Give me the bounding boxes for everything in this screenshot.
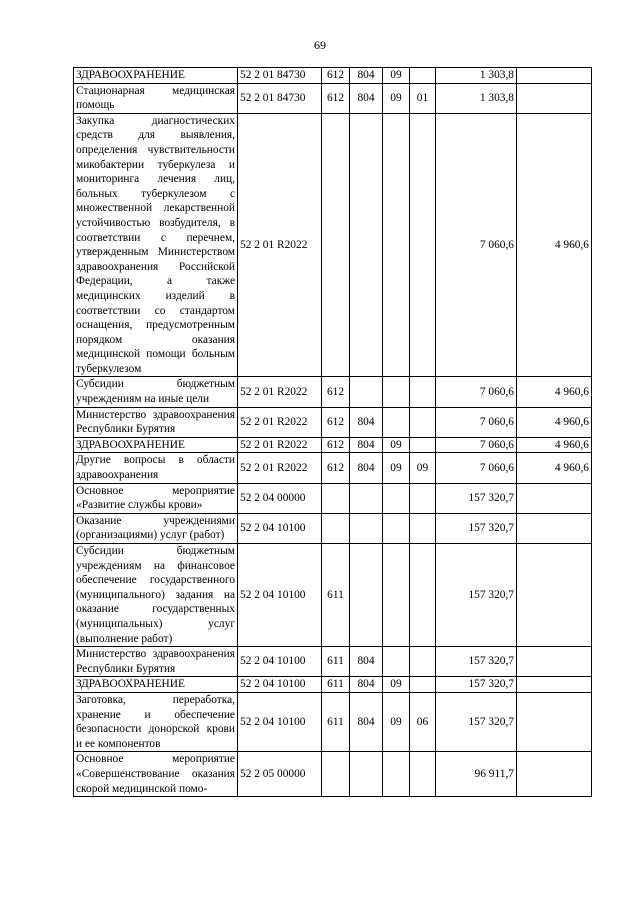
name-cell: Другие вопросы в области здравоохранения [74,453,238,483]
section-cell [383,407,410,437]
amount-cell: 157 320,7 [436,483,517,513]
ministry-code-cell [350,113,383,377]
amount-cell: 157 320,7 [436,647,517,677]
ministry-code-cell: 804 [350,692,383,751]
subsection-cell [410,437,436,453]
section-cell [383,544,410,647]
subsection-cell [410,377,436,407]
amount-cell: 1 303,8 [436,68,517,84]
table-row [74,377,592,407]
name-cell: Министерство здравоохранения Республики Бурятия [74,407,238,437]
amount-cell: 7 060,6 [436,453,517,483]
amount-cell: 7 060,6 [436,113,517,377]
amount-cell: 157 320,7 [436,692,517,751]
section-cell [383,113,410,377]
target-article-cell: 52 2 01 84730 [238,68,322,84]
subsection-cell [410,513,436,543]
name-cell: Заготовка, переработка, хранение и обеспечение безопасности донорской крови и ее компонентов [74,692,238,751]
budget-table [73,67,592,797]
section-cell: 09 [383,437,410,453]
section-cell: 09 [383,68,410,84]
subsection-cell [410,68,436,84]
subsection-cell [410,544,436,647]
federal-amount-cell [517,692,592,751]
federal-amount-cell: 4 960,6 [517,377,592,407]
table-row [74,677,592,693]
ministry-code-cell [350,513,383,543]
section-cell: 09 [383,692,410,751]
amount-cell: 7 060,6 [436,437,517,453]
federal-amount-cell [517,677,592,693]
target-article-cell: 52 2 04 10100 [238,692,322,751]
subsection-cell [410,483,436,513]
name-cell: Закупка диагностических средств для выявления, определения чувствительности микобактерии туберкулеза и мониторинга лечения лиц, больных туберкулезом с множественной лекарственной устойчивостью возбудителя, в соответствии с перечнем, утвержденным Министерством здравоохранения Российской Федерации, а также медицинских изделий в соответствии со стандартом оснащения, предусмотренным порядком оказания медицинской помощи больным туберкулезом [74,113,238,377]
expense-type-cell: 612 [322,407,350,437]
expense-type-cell: 612 [322,377,350,407]
table-row [74,692,592,751]
expense-type-cell: 612 [322,83,350,113]
ministry-code-cell [350,377,383,407]
ministry-code-cell: 804 [350,677,383,693]
federal-amount-cell [517,752,592,797]
target-article-cell: 52 2 01 R2022 [238,437,322,453]
subsection-cell [410,752,436,797]
table-row [74,453,592,483]
expense-type-cell: 612 [322,453,350,483]
federal-amount-cell [517,483,592,513]
amount-cell: 157 320,7 [436,677,517,693]
amount-cell: 157 320,7 [436,513,517,543]
ministry-code-cell [350,544,383,647]
federal-amount-cell [517,513,592,543]
federal-amount-cell: 4 960,6 [517,437,592,453]
section-cell: 09 [383,677,410,693]
expense-type-cell: 611 [322,692,350,751]
subsection-cell: 01 [410,83,436,113]
section-cell: 09 [383,83,410,113]
name-cell: Основное мероприятие «Развитие службы крови» [74,483,238,513]
ministry-code-cell: 804 [350,647,383,677]
ministry-code-cell: 804 [350,453,383,483]
expense-type-cell [322,513,350,543]
target-article-cell: 52 2 04 10100 [238,647,322,677]
expense-type-cell: 611 [322,677,350,693]
name-cell: Основное мероприятие «Совершенствование оказания скорой медицинской помо- [74,752,238,797]
name-cell: Субсидии бюджетным учреждениям на финансовое обеспечение государственного (муниципального) задания на оказание государственных (муниципальных) услуг (выполнение работ) [74,544,238,647]
expense-type-cell [322,752,350,797]
name-cell: Субсидии бюджетным учреждениям на иные цели [74,377,238,407]
table-row [74,544,592,647]
federal-amount-cell [517,647,592,677]
expense-type-cell: 612 [322,437,350,453]
name-cell: ЗДРАВООХРАНЕНИЕ [74,677,238,693]
target-article-cell: 52 2 04 10100 [238,513,322,543]
subsection-cell [410,407,436,437]
name-cell: Оказание учреждениями (организациями) услуг (работ) [74,513,238,543]
ministry-code-cell [350,752,383,797]
target-article-cell: 52 2 01 R2022 [238,377,322,407]
subsection-cell: 09 [410,453,436,483]
section-cell [383,752,410,797]
ministry-code-cell: 804 [350,437,383,453]
table-row [74,407,592,437]
federal-amount-cell [517,83,592,113]
subsection-cell [410,113,436,377]
target-article-cell: 52 2 01 R2022 [238,113,322,377]
federal-amount-cell: 4 960,6 [517,407,592,437]
subsection-cell [410,647,436,677]
federal-amount-cell [517,68,592,84]
page-number: 69 [314,38,326,52]
ministry-code-cell: 804 [350,68,383,84]
expense-type-cell: 611 [322,544,350,647]
target-article-cell: 52 2 04 10100 [238,677,322,693]
name-cell: ЗДРАВООХРАНЕНИЕ [74,437,238,453]
amount-cell: 96 911,7 [436,752,517,797]
federal-amount-cell [517,544,592,647]
section-cell [383,377,410,407]
target-article-cell: 52 2 01 84730 [238,83,322,113]
target-article-cell: 52 2 04 00000 [238,483,322,513]
amount-cell: 1 303,8 [436,83,517,113]
amount-cell: 7 060,6 [436,377,517,407]
target-article-cell: 52 2 04 10100 [238,544,322,647]
section-cell [383,513,410,543]
name-cell: ЗДРАВООХРАНЕНИЕ [74,68,238,84]
expense-type-cell: 611 [322,647,350,677]
table-row [74,437,592,453]
section-cell [383,647,410,677]
federal-amount-cell: 4 960,6 [517,453,592,483]
table-row [74,113,592,377]
expense-type-cell [322,483,350,513]
section-cell: 09 [383,453,410,483]
table-row [74,513,592,543]
target-article-cell: 52 2 05 00000 [238,752,322,797]
name-cell: Стационарная медицинская помощь [74,83,238,113]
table-row [74,83,592,113]
target-article-cell: 52 2 01 R2022 [238,453,322,483]
target-article-cell: 52 2 01 R2022 [238,407,322,437]
expense-type-cell [322,113,350,377]
name-cell: Министерство здравоохранения Республики Бурятия [74,647,238,677]
table-row [74,647,592,677]
amount-cell: 7 060,6 [436,407,517,437]
ministry-code-cell [350,483,383,513]
section-cell [383,483,410,513]
expense-type-cell: 612 [322,68,350,84]
table-row [74,483,592,513]
subsection-cell: 06 [410,692,436,751]
table-row [74,68,592,84]
subsection-cell [410,677,436,693]
ministry-code-cell: 804 [350,407,383,437]
table-row [74,752,592,797]
federal-amount-cell: 4 960,6 [517,113,592,377]
ministry-code-cell: 804 [350,83,383,113]
amount-cell: 157 320,7 [436,544,517,647]
